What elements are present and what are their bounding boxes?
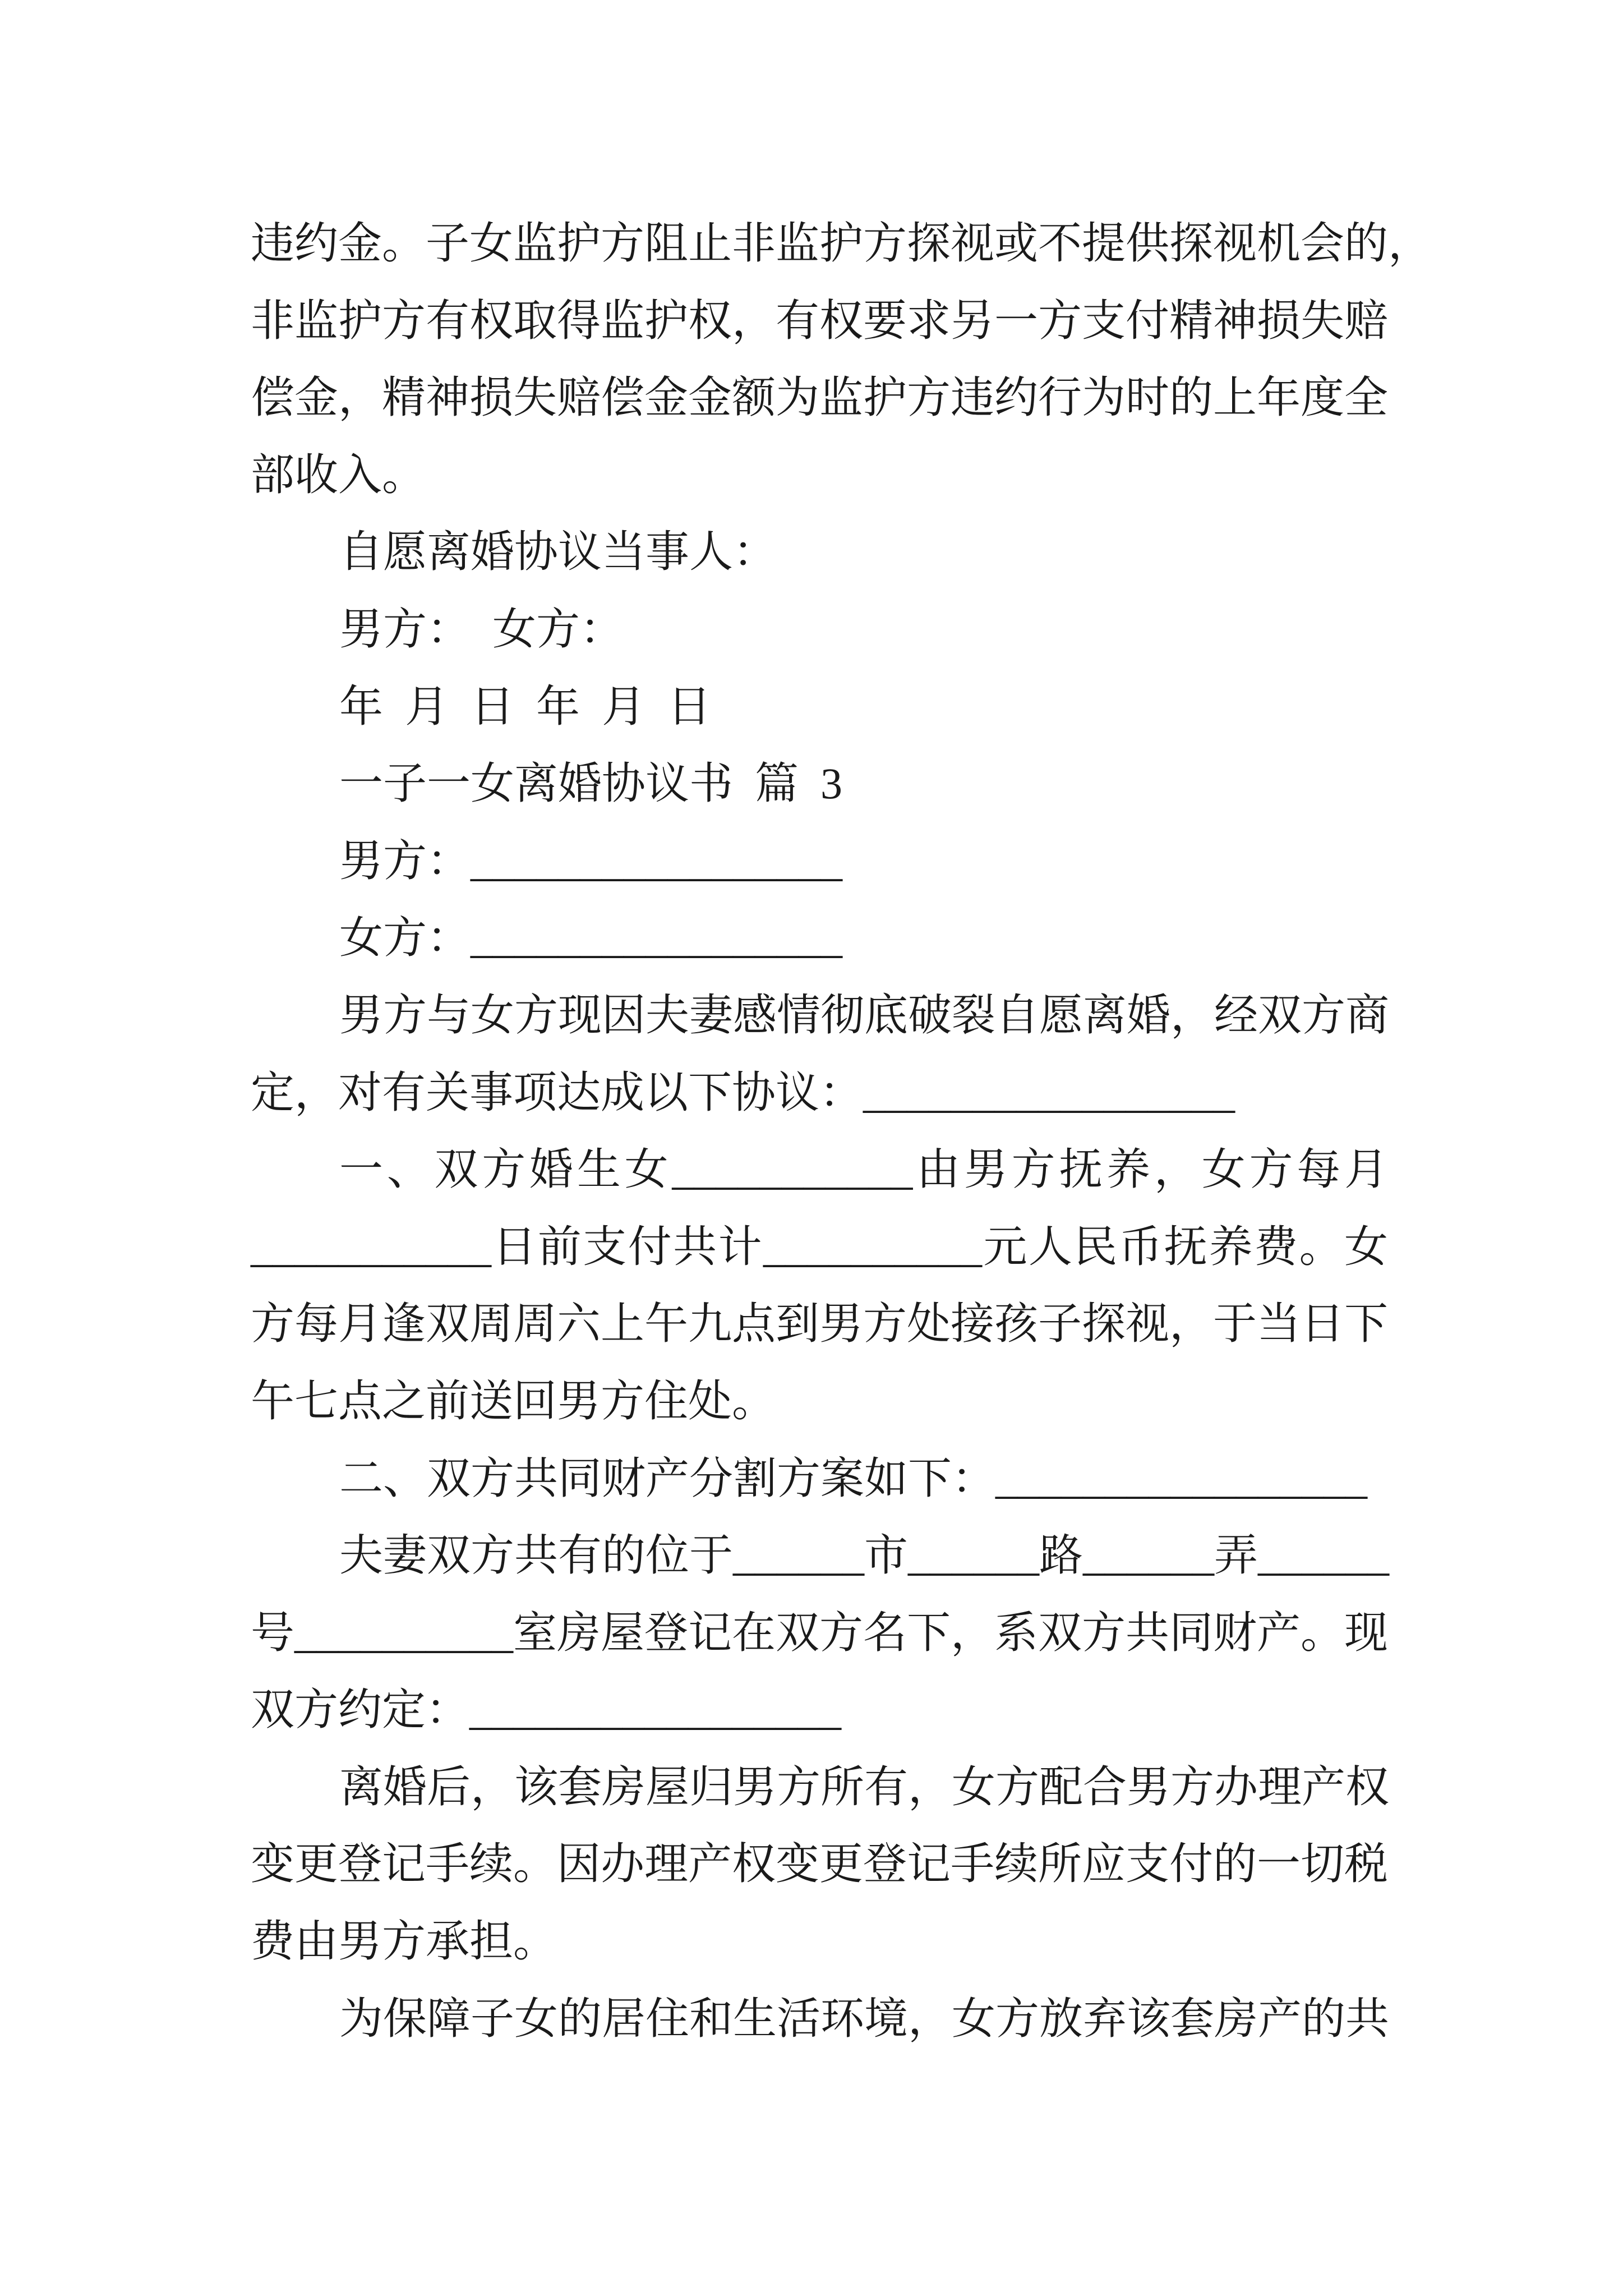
party-fill-in-line: 男方：_________________ xyxy=(339,836,843,885)
document-body xyxy=(251,205,1432,2057)
clause-line: 午七点之前送回男方住处。 xyxy=(251,1376,776,1425)
address-fill-in-line: 夫妻双方共有的位于______市______路______弄______ xyxy=(339,1531,1390,1580)
clause-line: 二、双方共同财产分割方案如下：_________________ xyxy=(339,1453,1368,1503)
clause-line: 方每月逢双周周六上午九点到男方处接孩子探视，于当日下 xyxy=(251,1299,1389,1349)
paragraph-line: 部收入。 xyxy=(251,450,426,499)
paragraph-line: 费由男方承担。 xyxy=(251,1917,557,1966)
paragraph-line: 定，对有关事项达成以下协议：_________________ xyxy=(251,1068,1235,1117)
signature-line: 男方： 女方： xyxy=(339,604,624,654)
clause-line: 一、双方婚生女___________由男方抚养，女方每月 xyxy=(339,1145,1388,1194)
section-title: 一子一女离婚协议书 篇 3 xyxy=(339,759,843,808)
paragraph-line: 违约金。子女监护方阻止非监护方探视或不提供探视机会的， xyxy=(251,219,1432,268)
paragraph-line: 为保障子女的居住和生活环境，女方放弃该套房产的共 xyxy=(339,1994,1390,2043)
date-line: 年 月 日 年 月 日 xyxy=(339,682,712,731)
paragraph-line: 变更登记手续。因办理产权变更登记手续所应支付的一切税 xyxy=(251,1839,1389,1889)
paragraph-line: 号__________室房屋登记在双方名下，系双方共同财产。现 xyxy=(251,1608,1389,1657)
paragraph-line: 偿金，精神损失赔偿金金额为监护方违约行为时的上年度全 xyxy=(251,373,1389,422)
parties-heading: 自愿离婚协议当事人： xyxy=(339,527,777,577)
clause-line: ___________日前支付共计__________元人民币抚养费。女 xyxy=(251,1222,1388,1271)
paragraph-line: 离婚后，该套房屋归男方所有，女方配合男方办理产权 xyxy=(339,1762,1390,1811)
paragraph-line: 非监护方有权取得监护权，有权要求另一方支付精神损失赔 xyxy=(251,296,1389,345)
paragraph-line: 男方与女方现因夫妻感情彻底破裂自愿离婚，经双方商 xyxy=(339,990,1390,1039)
paragraph-line: 双方约定：_________________ xyxy=(251,1685,842,1734)
party-fill-in-line: 女方：_________________ xyxy=(339,913,843,963)
